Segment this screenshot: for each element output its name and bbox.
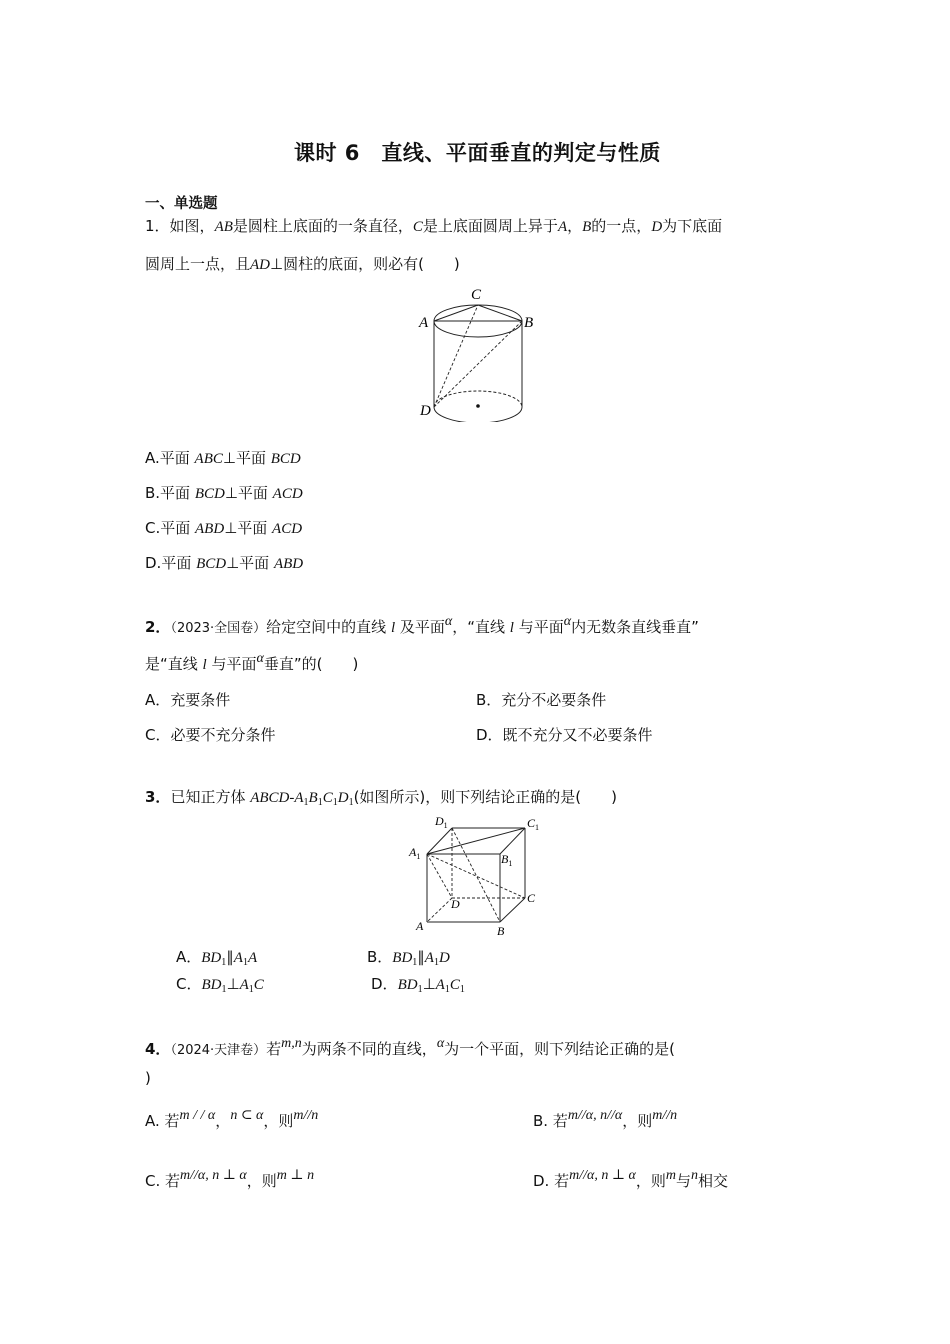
q2-line1: 2．（2023·全国卷）给定空间中的直线 l 及平面α，“直线 l 与平面α内无数条直线垂直”	[145, 614, 699, 636]
q3-option-d[interactable]: D．$BD_1\perp A_1C_1$	[371, 975, 465, 995]
line-dc	[434, 305, 478, 407]
diagonal-a1d	[427, 854, 452, 898]
q1-line2: 圆周上一点，且AD⊥圆柱的底面，则必有( )	[145, 255, 460, 273]
page-title: 课时 6 直线、平面垂直的判定与性质	[294, 141, 661, 165]
label-d: D	[420, 403, 431, 419]
q2-line2: 是“直线 l 与平面α垂直”的( )	[145, 651, 359, 673]
q4-option-a[interactable]: A. 若m / / α，n ⊂ α，则m//n	[145, 1108, 319, 1130]
svg-text:A: A	[416, 919, 424, 933]
label-c: C	[471, 287, 482, 303]
label-a: A	[419, 315, 429, 331]
q1-line1: 1．如图，AB是圆柱上底面的一条直径，C是上底面圆周上异于A，B的一点，D为下底面	[145, 217, 723, 235]
bottom-front-arc	[434, 407, 522, 422]
q2-option-a[interactable]: A．充要条件	[145, 691, 231, 709]
bottom-center-point	[476, 404, 480, 408]
q1-option-c[interactable]: C.平面 ABD⊥平面 ACD	[145, 519, 303, 537]
q4-option-c[interactable]: C. 若m//α, n ⊥ α，则m ⊥ n	[145, 1168, 315, 1190]
q4-line2: )	[145, 1069, 151, 1087]
q2-option-d[interactable]: D．既不充分又不必要条件	[476, 726, 653, 744]
q3-number: 3．	[145, 788, 171, 806]
svg-text:C: C	[527, 891, 536, 905]
q1-option-b[interactable]: B.平面 BCD⊥平面 ACD	[145, 484, 303, 502]
svg-text:B: B	[497, 924, 505, 938]
q2-number: 2．	[145, 618, 171, 636]
svg-text:D: D	[451, 897, 460, 911]
q4-number: 4．	[145, 1040, 171, 1058]
q1-option-a[interactable]: A.平面 ABC⊥平面 BCD	[145, 449, 301, 467]
q4-line1: 4．（2024·天津卷）若m,n为两条不同的直线，α为一个平面，则下列结论正确的是(	[145, 1036, 676, 1058]
svg-text:A1: $A_1$	[409, 845, 421, 861]
cylinder-figure	[410, 282, 540, 422]
diagonal-a1c1	[427, 828, 525, 854]
section-heading: 一、单选题	[145, 196, 218, 212]
q3-option-a[interactable]: A．$BD_1\parallel A_1A$	[176, 948, 258, 968]
q4-option-b[interactable]: B. 若m//α, n//α，则m//n	[533, 1108, 678, 1130]
q2-option-b[interactable]: B．充分不必要条件	[476, 691, 607, 709]
q3-option-b[interactable]: B．$BD_1\parallel A_1D$	[367, 948, 450, 968]
q3-option-c[interactable]: C．$BD_1\perp A_1C$	[176, 975, 264, 995]
q4-source: （2024·天津卷）	[170, 1043, 267, 1058]
svg-text:B1: $B_1$	[501, 852, 513, 868]
q1-number: 1．	[145, 217, 170, 235]
cube-figure	[405, 810, 555, 940]
line-db	[434, 321, 522, 407]
svg-text:C1: $C_1$	[527, 816, 540, 832]
q4-option-d[interactable]: D. 若m//α, n ⊥ α，则m与n相交	[533, 1168, 729, 1190]
q3-line1: 3．已知正方体 ABCD-$A_1B_1C_1D_1$(如图所示)，则下列结论正确的是( )	[145, 788, 617, 808]
q1-option-d[interactable]: D.平面 BCD⊥平面 ABD	[145, 554, 304, 572]
label-b: B	[524, 315, 534, 331]
svg-text:D1: $D_1$	[435, 814, 448, 830]
q2-option-c[interactable]: C．必要不充分条件	[145, 726, 276, 744]
q2-source: （2023·全国卷）	[170, 621, 267, 636]
